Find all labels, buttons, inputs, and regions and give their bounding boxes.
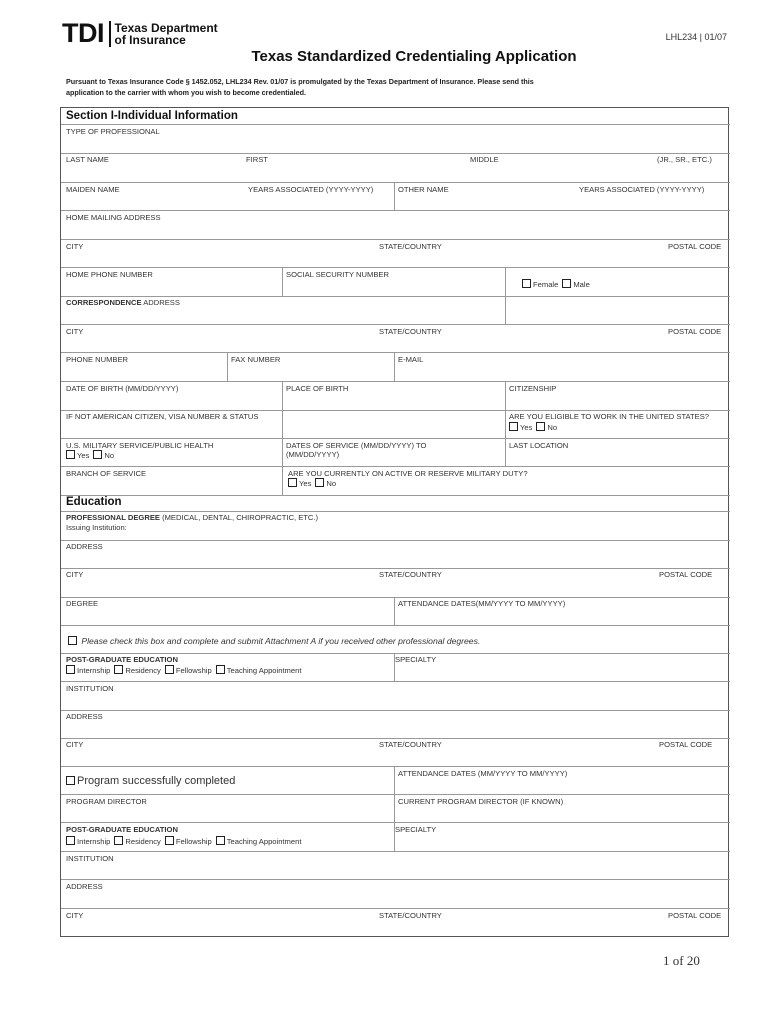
teaching-1-label: Teaching Appointment [226, 666, 302, 675]
issuing-institution-field[interactable]: Issuing Institution: [66, 523, 127, 532]
other-name-years-field[interactable]: YEARS ASSOCIATED (YYYY-YYYY) [579, 185, 705, 194]
email-field[interactable]: E-MAIL [398, 355, 424, 364]
other-name-field[interactable]: OTHER NAME [398, 185, 449, 194]
post-grad-1-attendance-dates-field[interactable]: ATTENDANCE DATES (MM/YYYY TO MM/YYYY) [398, 769, 568, 778]
post-grad-2-city-field[interactable]: CITY [66, 911, 84, 920]
phone-number-field[interactable]: PHONE NUMBER [66, 355, 129, 364]
internship-1-label: Internship [77, 666, 111, 675]
post-grad-1-institution-field[interactable]: INSTITUTION [66, 684, 114, 693]
date-of-birth-field[interactable]: DATE OF BIRTH (MM/DD/YYYY) [66, 384, 179, 393]
eligible-question: ARE YOU ELIGIBLE TO WORK IN THE UNITED STATES? [509, 412, 710, 421]
teaching-1-checkbox[interactable] [216, 665, 225, 674]
branch-of-service-field[interactable]: BRANCH OF SERVICE [66, 469, 147, 478]
post-grad-1-options [66, 665, 301, 675]
post-grad-2-state-field[interactable]: STATE/COUNTRY [379, 911, 442, 920]
type-of-professional-field[interactable]: TYPE OF PROFESSIONAL [66, 127, 160, 136]
post-grad-1-state-field[interactable]: STATE/COUNTRY [379, 740, 442, 749]
degree-address-field[interactable]: ADDRESS [66, 542, 103, 551]
degree-city-field[interactable]: CITY [66, 570, 84, 579]
gender-options [522, 279, 590, 289]
degree-attendance-dates-field[interactable]: ATTENDANCE DATES(MM/YYYY TO MM/YYYY) [398, 599, 566, 608]
eligible-yes-label: Yes [520, 423, 533, 432]
logo-divider [109, 21, 111, 47]
military-yes-label: Yes [77, 451, 90, 460]
home-state-field[interactable]: STATE/COUNTRY [379, 242, 442, 251]
intro-line-2: application to the carrier with whom you wish to become credentialed. [66, 88, 307, 97]
internship-2-label: Internship [77, 837, 111, 846]
attachment-a-checkbox[interactable] [68, 636, 77, 645]
last-name-field[interactable]: LAST NAME [66, 155, 109, 164]
fellowship-2-checkbox[interactable] [165, 836, 174, 845]
logo-line-2: of Insurance [114, 32, 186, 47]
post-grad-2-postal-code-field[interactable]: POSTAL CODE [668, 911, 722, 920]
internship-1-checkbox[interactable] [66, 665, 75, 674]
last-location-field[interactable]: LAST LOCATION [509, 441, 569, 450]
professional-degree-heading [66, 513, 318, 522]
military-question: U.S. MILITARY SERVICE/PUBLIC HEALTH [66, 441, 214, 450]
program-completed-label: Program successfully completed [77, 775, 236, 787]
female-label: Female [533, 280, 559, 289]
active-duty-options [288, 478, 336, 488]
active-duty-no-checkbox[interactable] [315, 478, 324, 487]
post-grad-1-title: POST-GRADUATE EDUCATION [66, 655, 178, 664]
post-grad-1-specialty-field[interactable]: SPECIALTY [395, 655, 437, 664]
logo-name [115, 22, 218, 46]
ssn-field[interactable]: SOCIAL SECURITY NUMBER [286, 270, 389, 279]
male-label: Male [573, 280, 590, 289]
tdi-logo [62, 20, 218, 47]
attachment-a-label: Please check this box and complete and submit Attachment A if you received other professional degrees. [81, 636, 481, 646]
eligible-yes-checkbox[interactable] [509, 422, 518, 431]
military-no-label: No [104, 451, 115, 460]
dates-of-service-field[interactable] [286, 441, 426, 459]
post-grad-2-title: POST-GRADUATE EDUCATION [66, 825, 178, 834]
middle-name-field[interactable]: MIDDLE [470, 155, 499, 164]
post-grad-1-heading [66, 655, 178, 664]
intro-text [66, 76, 666, 98]
active-duty-question: ARE YOU CURRENTLY ON ACTIVE OR RESERVE MILITARY DUTY? [288, 469, 528, 478]
internship-2-checkbox[interactable] [66, 836, 75, 845]
education-title: Education [66, 496, 122, 508]
post-grad-1-postal-code-field[interactable]: POSTAL CODE [659, 740, 713, 749]
attachment-a-note [68, 636, 480, 646]
active-duty-no-label: No [326, 479, 337, 488]
residency-1-checkbox[interactable] [114, 665, 123, 674]
teaching-2-label: Teaching Appointment [226, 837, 302, 846]
first-name-field[interactable]: FIRST [246, 155, 268, 164]
teaching-2-checkbox[interactable] [216, 836, 225, 845]
home-city-field[interactable]: CITY [66, 242, 84, 251]
degree-state-field[interactable]: STATE/COUNTRY [379, 570, 442, 579]
form-code: LHL234 | 01/07 [665, 32, 727, 42]
logo-line-1: Texas Department [114, 20, 218, 35]
home-mailing-address-field[interactable]: HOME MAILING ADDRESS [66, 213, 161, 222]
dates-of-service-line-1: DATES OF SERVICE (MM/DD/YYYY) TO [286, 441, 427, 450]
active-duty-yes-label: Yes [299, 479, 312, 488]
fax-number-field[interactable]: FAX NUMBER [231, 355, 281, 364]
military-no-checkbox[interactable] [93, 450, 102, 459]
correspondence-address-field[interactable] [66, 298, 180, 307]
program-completed-option [66, 776, 235, 786]
correspondence-state-field[interactable]: STATE/COUNTRY [379, 327, 442, 336]
correspondence-bold: CORRESPONDENCE [66, 298, 142, 307]
home-phone-field[interactable]: HOME PHONE NUMBER [66, 270, 153, 279]
visa-field[interactable]: IF NOT AMERICAN CITIZEN, VISA NUMBER & STATUS [66, 412, 259, 421]
home-postal-code-field[interactable]: POSTAL CODE [668, 242, 722, 251]
degree-postal-code-field[interactable]: POSTAL CODE [659, 570, 713, 579]
correspondence-city-field[interactable]: CITY [66, 327, 84, 336]
post-grad-2-institution-field[interactable]: INSTITUTION [66, 854, 114, 863]
post-grad-2-options [66, 836, 301, 846]
current-program-director-field[interactable]: CURRENT PROGRAM DIRECTOR (IF KNOWN) [398, 797, 564, 806]
residency-1-label: Residency [125, 666, 161, 675]
application-form [60, 107, 729, 937]
eligible-options [509, 422, 557, 432]
document-title: Texas Standardized Credentialing Application [251, 48, 577, 65]
prof-degree-bold: PROFESSIONAL DEGREE [66, 513, 160, 522]
suffix-field[interactable]: (JR., SR., ETC.) [657, 155, 712, 164]
maiden-years-field[interactable]: YEARS ASSOCIATED (YYYY-YYYY) [248, 185, 374, 194]
correspondence-postal-code-field[interactable]: POSTAL CODE [668, 327, 722, 336]
logo-mark: TDI [62, 18, 104, 48]
degree-field[interactable]: DEGREE [66, 599, 99, 608]
post-grad-1-address-field[interactable]: ADDRESS [66, 712, 103, 721]
fellowship-1-label: Fellowship [175, 666, 212, 675]
program-director-field[interactable]: PROGRAM DIRECTOR [66, 797, 147, 806]
section-1-title: Section I-Individual Information [66, 110, 238, 122]
eligible-no-label: No [547, 423, 558, 432]
fellowship-2-label: Fellowship [175, 837, 212, 846]
male-checkbox[interactable] [562, 279, 571, 288]
correspondence-rest: ADDRESS [141, 298, 180, 307]
post-grad-2-specialty-field[interactable]: SPECIALTY [395, 825, 437, 834]
residency-2-label: Residency [125, 837, 161, 846]
active-duty-yes-checkbox[interactable] [288, 478, 297, 487]
post-grad-2-heading [66, 825, 178, 834]
military-options [66, 450, 114, 460]
post-grad-2-address-field[interactable]: ADDRESS [66, 882, 103, 891]
female-checkbox[interactable] [522, 279, 531, 288]
citizenship-field[interactable]: CITIZENSHIP [509, 384, 557, 393]
maiden-name-field[interactable]: MAIDEN NAME [66, 185, 120, 194]
program-completed-checkbox[interactable] [66, 776, 75, 785]
page-number: 1 of 20 [663, 953, 700, 968]
residency-2-checkbox[interactable] [114, 836, 123, 845]
fellowship-1-checkbox[interactable] [165, 665, 174, 674]
dates-of-service-line-2: (MM/DD/YYYY) [286, 450, 340, 459]
prof-degree-rest: (MEDICAL, DENTAL, CHIROPRACTIC, ETC.) [159, 513, 319, 522]
intro-line-1: Pursuant to Texas Insurance Code § 1452.052, LHL234 Rev. 01/07 is promulgated by the Texas Department of Insurance. Please send this [66, 77, 534, 86]
military-yes-checkbox[interactable] [66, 450, 75, 459]
eligible-no-checkbox[interactable] [536, 422, 545, 431]
place-of-birth-field[interactable]: PLACE OF BIRTH [286, 384, 349, 393]
post-grad-1-city-field[interactable]: CITY [66, 740, 84, 749]
